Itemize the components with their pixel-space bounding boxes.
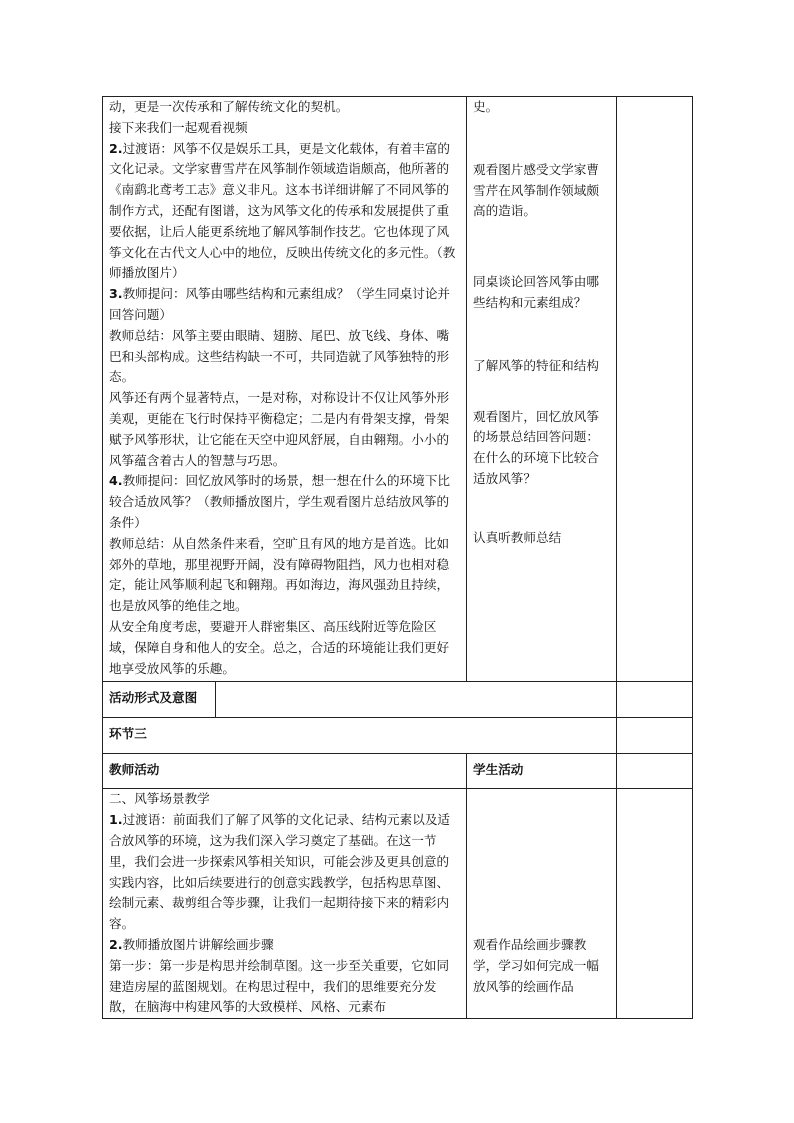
student-activity-header: 学生活动 — [467, 753, 617, 789]
activity-form-label: 活动形式及意图 — [103, 682, 216, 718]
paragraph: 风筝还有两个显著特点，一是对称，对称设计不仅让风筝外形美观，更能在飞行时保持平衡稳定；二是内有骨架支撑，骨架赋予风筝形状，让它能在天空中迎风舒展，自由翱翔。小小的风筝蕴含着古人的智慧与巧思。 — [109, 390, 450, 468]
paragraph: 教师总结：从自然条件来看，空旷且有风的地方是首选。比如郊外的草地，那里视野开阔，没有障碍物阻挡，风力也相对稳定，能让风筝顺利起飞和翱翔。再如海边，海风强劲且持续，也是放风筝的绝佳之地。 — [109, 535, 450, 614]
empty-cell — [617, 682, 693, 718]
paragraph: 第一步：第一步是构思并绘制草图。这一步至关重要，它如同建造房屋的蓝图规划。在构思过程中，我们的思维要充分发散，在脑海中构建风筝的大致模样、风格、元素布 — [109, 957, 450, 1015]
empty-cell — [617, 717, 693, 753]
teacher-activity-cell — [103, 97, 467, 682]
section-title: 环节三 — [103, 717, 617, 753]
student-note: 同桌谈论回答风筝由哪些结构和元素组成？ — [473, 274, 599, 310]
paragraph: 从安全角度考虑，要避开人群密集区、高压线附近等危险区域，保障自身和他人的安全。总之，合适的环境能让我们更好地享受放风筝的乐趣。 — [109, 618, 450, 676]
paragraph: 1.过渡语：前面我们了解了风筝的文化记录、结构元素以及适合放风筝的环境，这为我们深入学习奠定了基础。在这一节里，我们会进一步探索风筝相关知识，可能会涉及更具创意的实践内容，比如后续要进行的创意实践教学，包括构思草图、绘制元素、裁剪组合等步骤，让我们一起期待接下来的精彩内容。 — [109, 812, 450, 932]
paragraph: 3.教师提问：风筝由哪些结构和元素组成？（学生同桌讨论并回答问题） — [109, 286, 450, 322]
empty-cell — [617, 753, 693, 789]
teacher-activity-header: 教师活动 — [103, 753, 467, 789]
paragraph: 二、风筝场景教学 — [109, 791, 210, 807]
student-note: 认真听教师总结 — [473, 529, 562, 545]
student-note: 史。 — [473, 99, 499, 114]
teacher-activity-cell — [103, 789, 467, 1019]
student-activity-cell — [467, 789, 617, 1019]
student-note: 观看作品绘画步骤教学，学习如何完成一幅放风筝的绘画作品 — [473, 937, 599, 994]
paragraph: 接下来我们一起观看视频 — [109, 119, 248, 135]
paragraph: 2.过渡语：风筝不仅是娱乐工具，更是文化载体，有着丰富的文化记录。文学家曹雪芹在风筝制作领域造诣颇高，他所著的《南鹞北鸢考工志》意义非凡。这本书详细讲解了不同风筝的制作方式，还配有图谱，这为风筝文化的传承和发展提供了重要依据，让后人能更系统地了解风筝制作技艺。它也体现了风筝文化在古代文人心中的地位，反映出传统文化的多元性。（教师播放图片） — [109, 140, 456, 281]
student-activity-cell — [467, 97, 617, 682]
empty-cell — [216, 682, 617, 718]
empty-cell — [617, 789, 693, 1019]
table-row — [103, 753, 693, 789]
paragraph: 4.教师提问：回忆放风筝时的场景，想一想在什么的环境下比较合适放风筝？（教师播放图片，学生观看图片总结放风筝的条件） — [109, 473, 450, 530]
table-row — [103, 682, 693, 718]
table-row — [103, 717, 693, 753]
paragraph: 2.教师播放图片讲解绘画步骤 — [109, 936, 274, 952]
student-note: 观看图片感受文学家曹雪芹在风筝制作领域颇高的造诣。 — [473, 161, 599, 219]
paragraph: 教师总结：风筝主要由眼睛、翅膀、尾巴、放飞线、身体、嘴巴和头部构成。这些结构缺一不可，共同造就了风筝独特的形态。 — [109, 327, 450, 385]
table-row — [103, 97, 693, 682]
lesson-plan-table — [102, 96, 693, 1019]
empty-cell — [617, 97, 693, 682]
table-row — [103, 789, 693, 1019]
paragraph: 动，更是一次传承和了解传统文化的契机。 — [109, 99, 349, 114]
lesson-plan-page — [102, 96, 692, 1019]
student-note: 观看图片，回忆放风筝的场景总结回答问题：在什么的环境下比较合适放风筝？ — [473, 408, 599, 486]
student-note: 了解风筝的特征和结构 — [473, 357, 599, 373]
